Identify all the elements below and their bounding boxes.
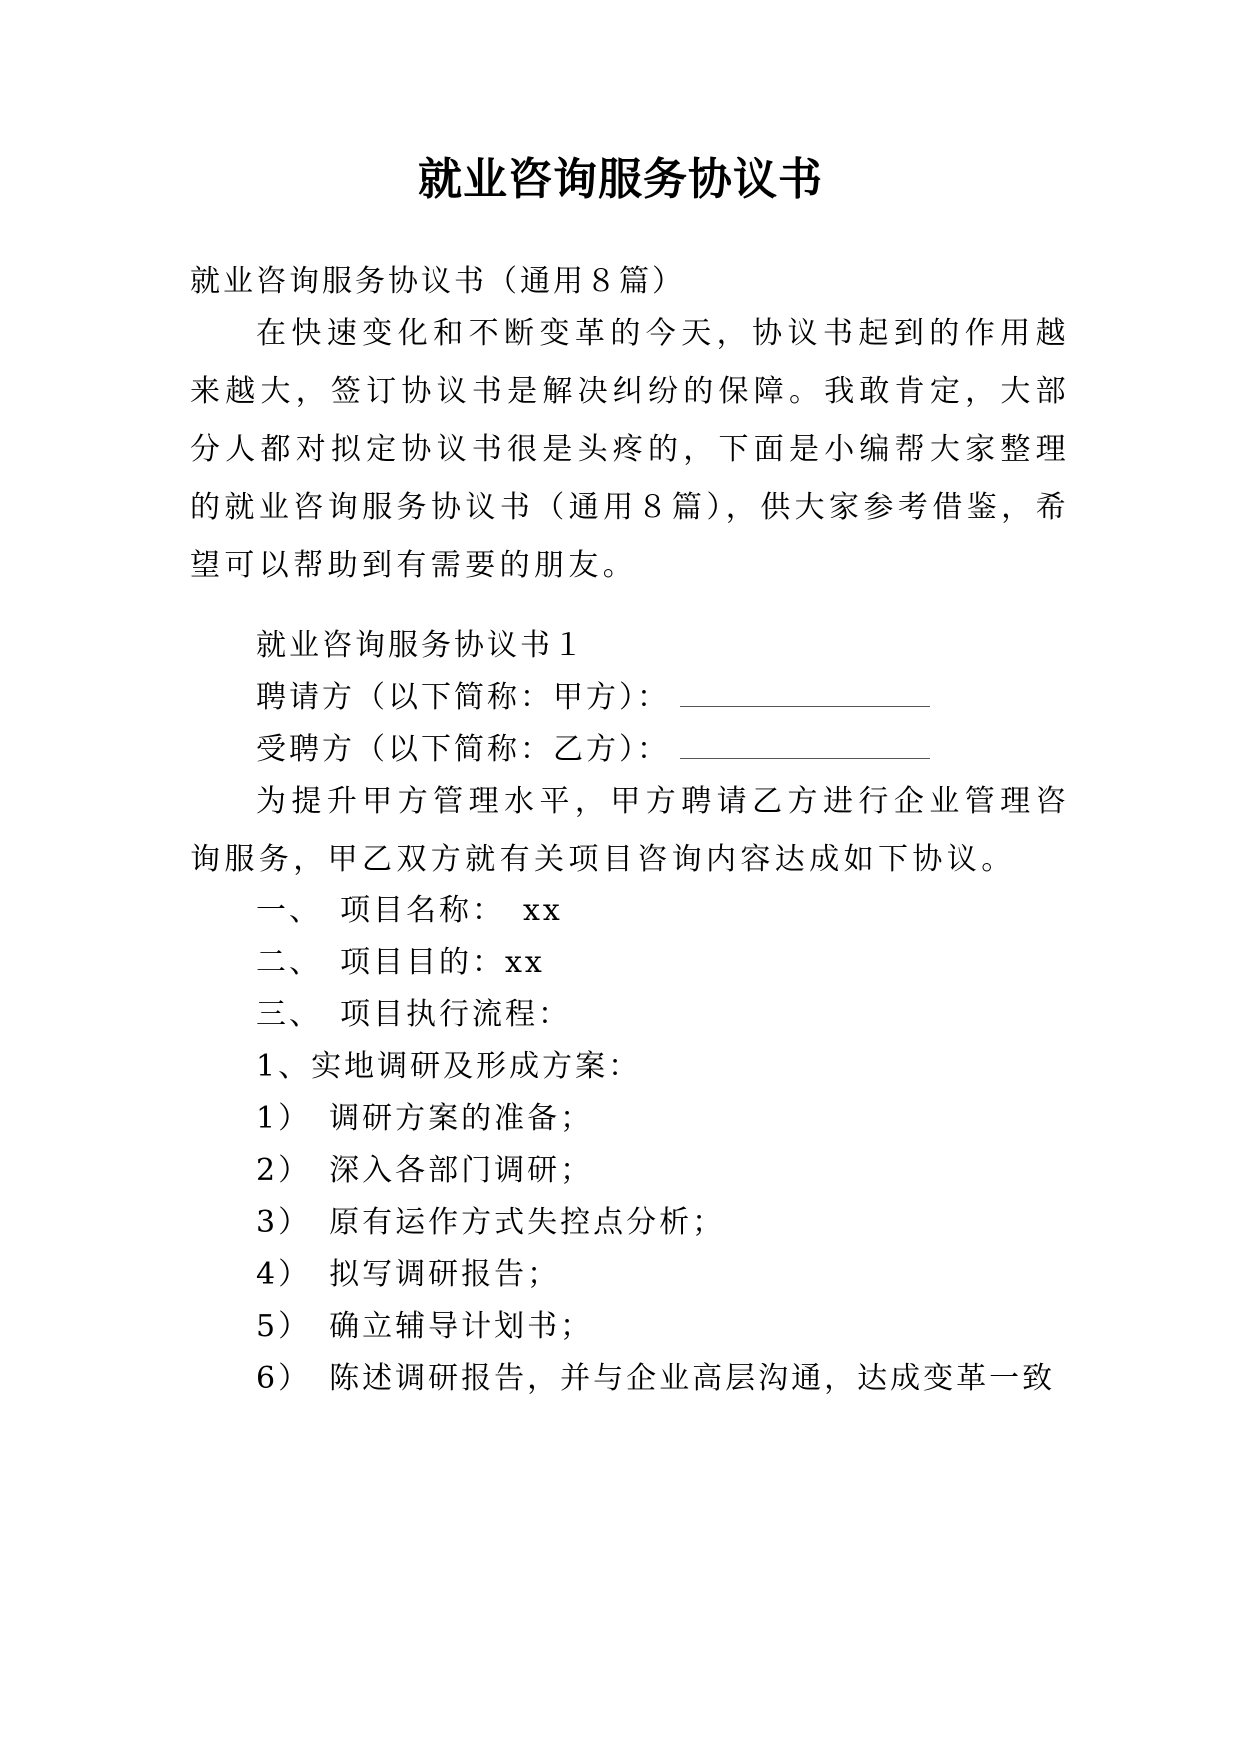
document-subtitle: 就业咨询服务协议书（通用８篇） xyxy=(190,264,685,299)
party-a-label: 聘请方（以下简称：甲方）： xyxy=(256,680,670,715)
party-a-line xyxy=(256,669,1116,727)
party-b-blank xyxy=(680,738,930,759)
party-b-line xyxy=(256,721,1116,779)
item-step-2: 2） 深入各部门调研； xyxy=(256,1153,594,1188)
document-title: 就业咨询服务协议书 xyxy=(418,154,823,205)
item-field-research: 1、实地调研及形成方案： xyxy=(256,1049,642,1084)
purpose-paragraph: 为提升甲方管理水平，甲方聘请乙方进行企业管理咨询服务，甲乙双方就有关项目咨询内容达成如下协议。 xyxy=(190,784,1070,877)
item-step-4: 4） 拟写调研报告； xyxy=(256,1257,561,1292)
item-step-5: 5） 确立辅导计划书； xyxy=(256,1309,594,1344)
item-step-1: 1） 调研方案的准备； xyxy=(256,1101,594,1136)
intro-paragraph: 在快速变化和不断变革的今天，协议书起到的作用越来越大，签订协议书是解决纠纷的保障。我敢肯定，大部分人都对拟定协议书很是头疼的，下面是小编帮大家整理的就业咨询服务协议书（通用８篇），供大家参考借鉴，希望可以帮助到有需要的朋友。 xyxy=(190,316,1070,583)
section-heading: 就业咨询服务协议书１ xyxy=(256,628,586,663)
party-b-label: 受聘方（以下简称：乙方）： xyxy=(256,732,670,767)
item-project-name: 一、 项目名称： xx xyxy=(256,893,563,928)
item-step-3: 3） 原有运作方式失控点分析； xyxy=(256,1205,726,1240)
item-project-goal: 二、 项目目的：xx xyxy=(256,945,545,980)
item-project-process: 三、 项目执行流程： xyxy=(256,997,571,1032)
item-step-6: 6） 陈述调研报告，并与企业高层沟通，达成变革一致 xyxy=(256,1361,1056,1396)
party-a-blank xyxy=(680,686,930,707)
